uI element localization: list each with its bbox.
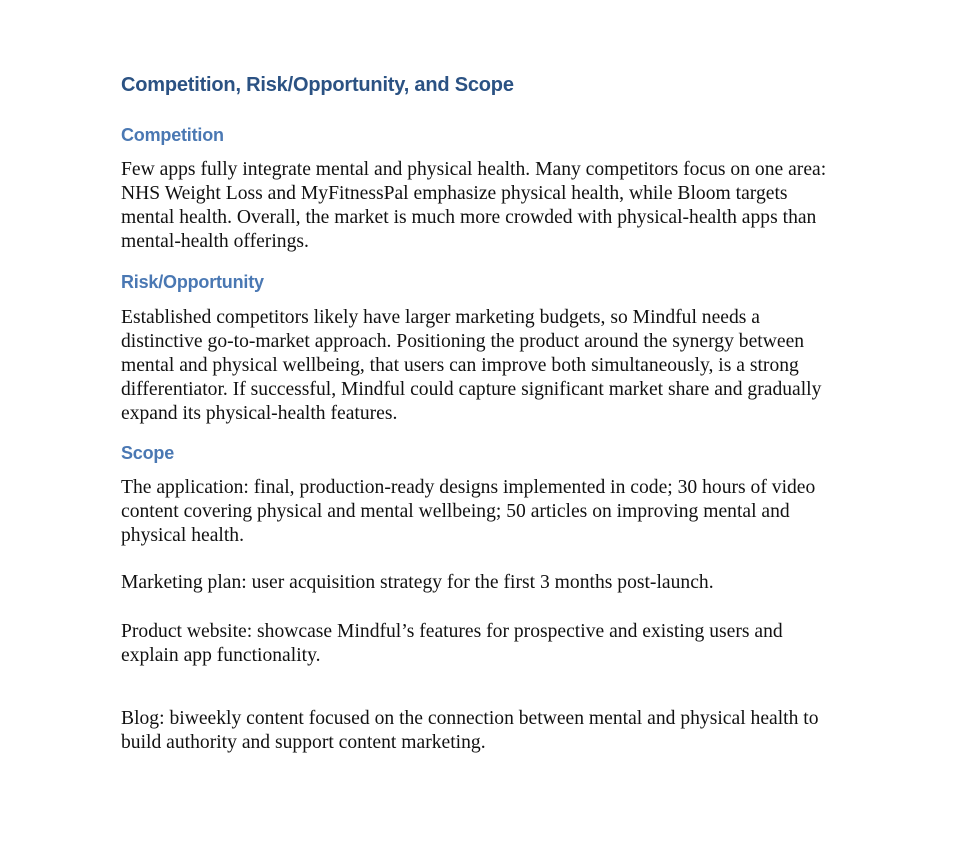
- scope-application-paragraph: [121, 476, 881, 548]
- text-line: mental-health offerings.: [121, 231, 309, 252]
- text-line: Product website: showcase Mindful’s features for prospective and existing users and: [121, 621, 783, 642]
- risk-opportunity-paragraph: [121, 306, 881, 426]
- scope-blog-paragraph: [121, 707, 881, 755]
- scope-marketing-paragraph: [121, 571, 881, 595]
- text-line: build authority and support content marketing.: [121, 732, 486, 753]
- section-heading-competition: Competition: [121, 125, 224, 145]
- text-line: physical health.: [121, 525, 244, 546]
- document-title: Competition, Risk/Opportunity, and Scope: [121, 74, 514, 96]
- text-line: NHS Weight Loss and MyFitnessPal emphasize physical health, while Bloom targets: [121, 183, 788, 204]
- text-line: expand its physical-health features.: [121, 403, 398, 424]
- text-line: Blog: biweekly content focused on the connection between mental and physical health to: [121, 708, 819, 729]
- text-line: The application: final, production-ready designs implemented in code; 30 hours of video: [121, 477, 816, 498]
- competition-paragraph: [121, 158, 881, 254]
- text-line: Few apps fully integrate mental and physical health. Many competitors focus on one area:: [121, 159, 827, 180]
- scope-website-paragraph: [121, 620, 881, 668]
- section-heading-risk-opportunity: Risk/Opportunity: [121, 272, 264, 292]
- text-line: Established competitors likely have larger marketing budgets, so Mindful needs a: [121, 307, 761, 328]
- text-line: mental and physical wellbeing, that users can improve both simultaneously, is a strong: [121, 355, 799, 376]
- text-line: Marketing plan: user acquisition strategy for the first 3 months post-launch.: [121, 572, 714, 593]
- text-line: content covering physical and mental wellbeing; 50 articles on improving mental and: [121, 501, 790, 522]
- text-line: mental health. Overall, the market is much more crowded with physical-health apps than: [121, 207, 817, 228]
- section-heading-scope: Scope: [121, 443, 175, 463]
- text-line: differentiator. If successful, Mindful could capture significant market share and gradually: [121, 379, 822, 400]
- text-line: explain app functionality.: [121, 645, 321, 666]
- text-line: distinctive go-to-market approach. Positioning the product around the synergy between: [121, 331, 805, 352]
